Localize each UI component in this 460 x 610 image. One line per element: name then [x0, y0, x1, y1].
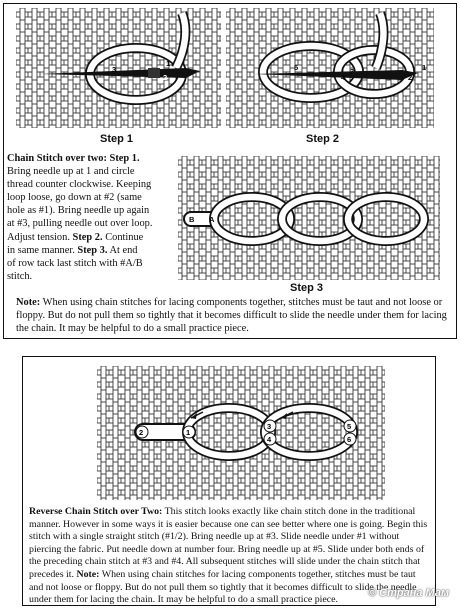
desc-line-2: thread counter clockwise. Keeping	[7, 179, 152, 191]
desc-same: in same manner.	[7, 244, 75, 256]
step1-label: Step 1	[100, 133, 134, 145]
step3-diagram	[178, 156, 440, 280]
reverse-number-2: 2	[139, 428, 144, 437]
top-note-label: Note:	[16, 297, 41, 308]
desc-line-5: at #3, pulling needle out over loop.	[7, 218, 153, 230]
desc-step3: Step 3.	[77, 244, 108, 256]
desc-line-1: Bring needle up at 1 and circle	[7, 166, 135, 178]
bottom-note-label: Note:	[76, 568, 100, 580]
step3-letter-b: B	[189, 215, 195, 224]
step1-number-3: 3	[112, 65, 117, 74]
step2-diagram	[226, 8, 434, 128]
desc-continue: Continue	[105, 231, 144, 243]
step2-label: Step 2	[306, 133, 340, 145]
step3-label: Step 3	[290, 282, 324, 294]
step1-number-1: 1	[166, 59, 171, 68]
step2-number-2: 2	[408, 73, 413, 82]
step1-number-2: 2	[163, 73, 168, 82]
reverse-number-6: 6	[347, 435, 352, 444]
desc-stitch: stitch.	[7, 270, 33, 282]
reverse-chain-title: Reverse Chain Stitch over Two:	[29, 506, 163, 517]
bottom-note-text: When using chain stitches for lacing components together, stitches must be taut and not loose or floppy. But do not pull them so tightly that it becomes difficult to slide the needle under them for lacing the chain. It may be helpful to do a small practice piece.	[29, 568, 417, 606]
step3-letter-a: A	[209, 215, 215, 224]
desc-end: At end	[109, 244, 138, 256]
chain-stitch-title: Chain Stitch over two: Step 1.	[7, 153, 140, 164]
step2-number-3: 3	[350, 67, 355, 76]
reverse-number-5: 5	[347, 422, 352, 431]
step2-number-1: 1	[422, 63, 427, 72]
desc-line-3: loop loose, go down at #2 (same	[7, 192, 142, 204]
desc-step2: Step 2.	[72, 231, 103, 243]
desc-line-4: hole as #1). Bring needle up again	[7, 205, 150, 217]
desc-adjust: Adjust tension.	[7, 231, 70, 243]
chain-stitch-description	[7, 152, 177, 283]
reverse-chain-text: This stitch looks exactly like chain stitch done in the traditional manner. However in some ways it is easier because one can see better where one is going. Begin this stitch with a single straight stitch (#1/2). Bring needle up at #3. Slide needle under #1 without piercing the fabric. Put needle down at number four. Bring needle up at #5. Slide under both ends of the preceding chain stitch at #3 and #4. All subsequent stitches will slide under the chain stitch that precedes it.	[29, 506, 428, 580]
step1-diagram	[16, 8, 221, 128]
reverse-chain-diagram	[97, 366, 385, 500]
reverse-number-3: 3	[267, 422, 272, 431]
top-note	[16, 296, 448, 336]
step2-number-4: 4	[341, 73, 346, 82]
watermark: © Страна Мам	[368, 587, 450, 599]
reverse-number-1: 1	[186, 428, 191, 437]
reverse-number-4: 4	[267, 435, 272, 444]
step2-number-5: 5	[294, 63, 299, 72]
desc-row: of row tack last stitch with #A/B	[7, 257, 143, 269]
top-note-text: When using chain stitches for lacing components together, stitches must be taut and not loose or floppy. But do not pull them so tightly that it becomes difficult to slide the needle under them for lacing the chain. It may be helpful to do a small practice piece.	[16, 297, 447, 335]
